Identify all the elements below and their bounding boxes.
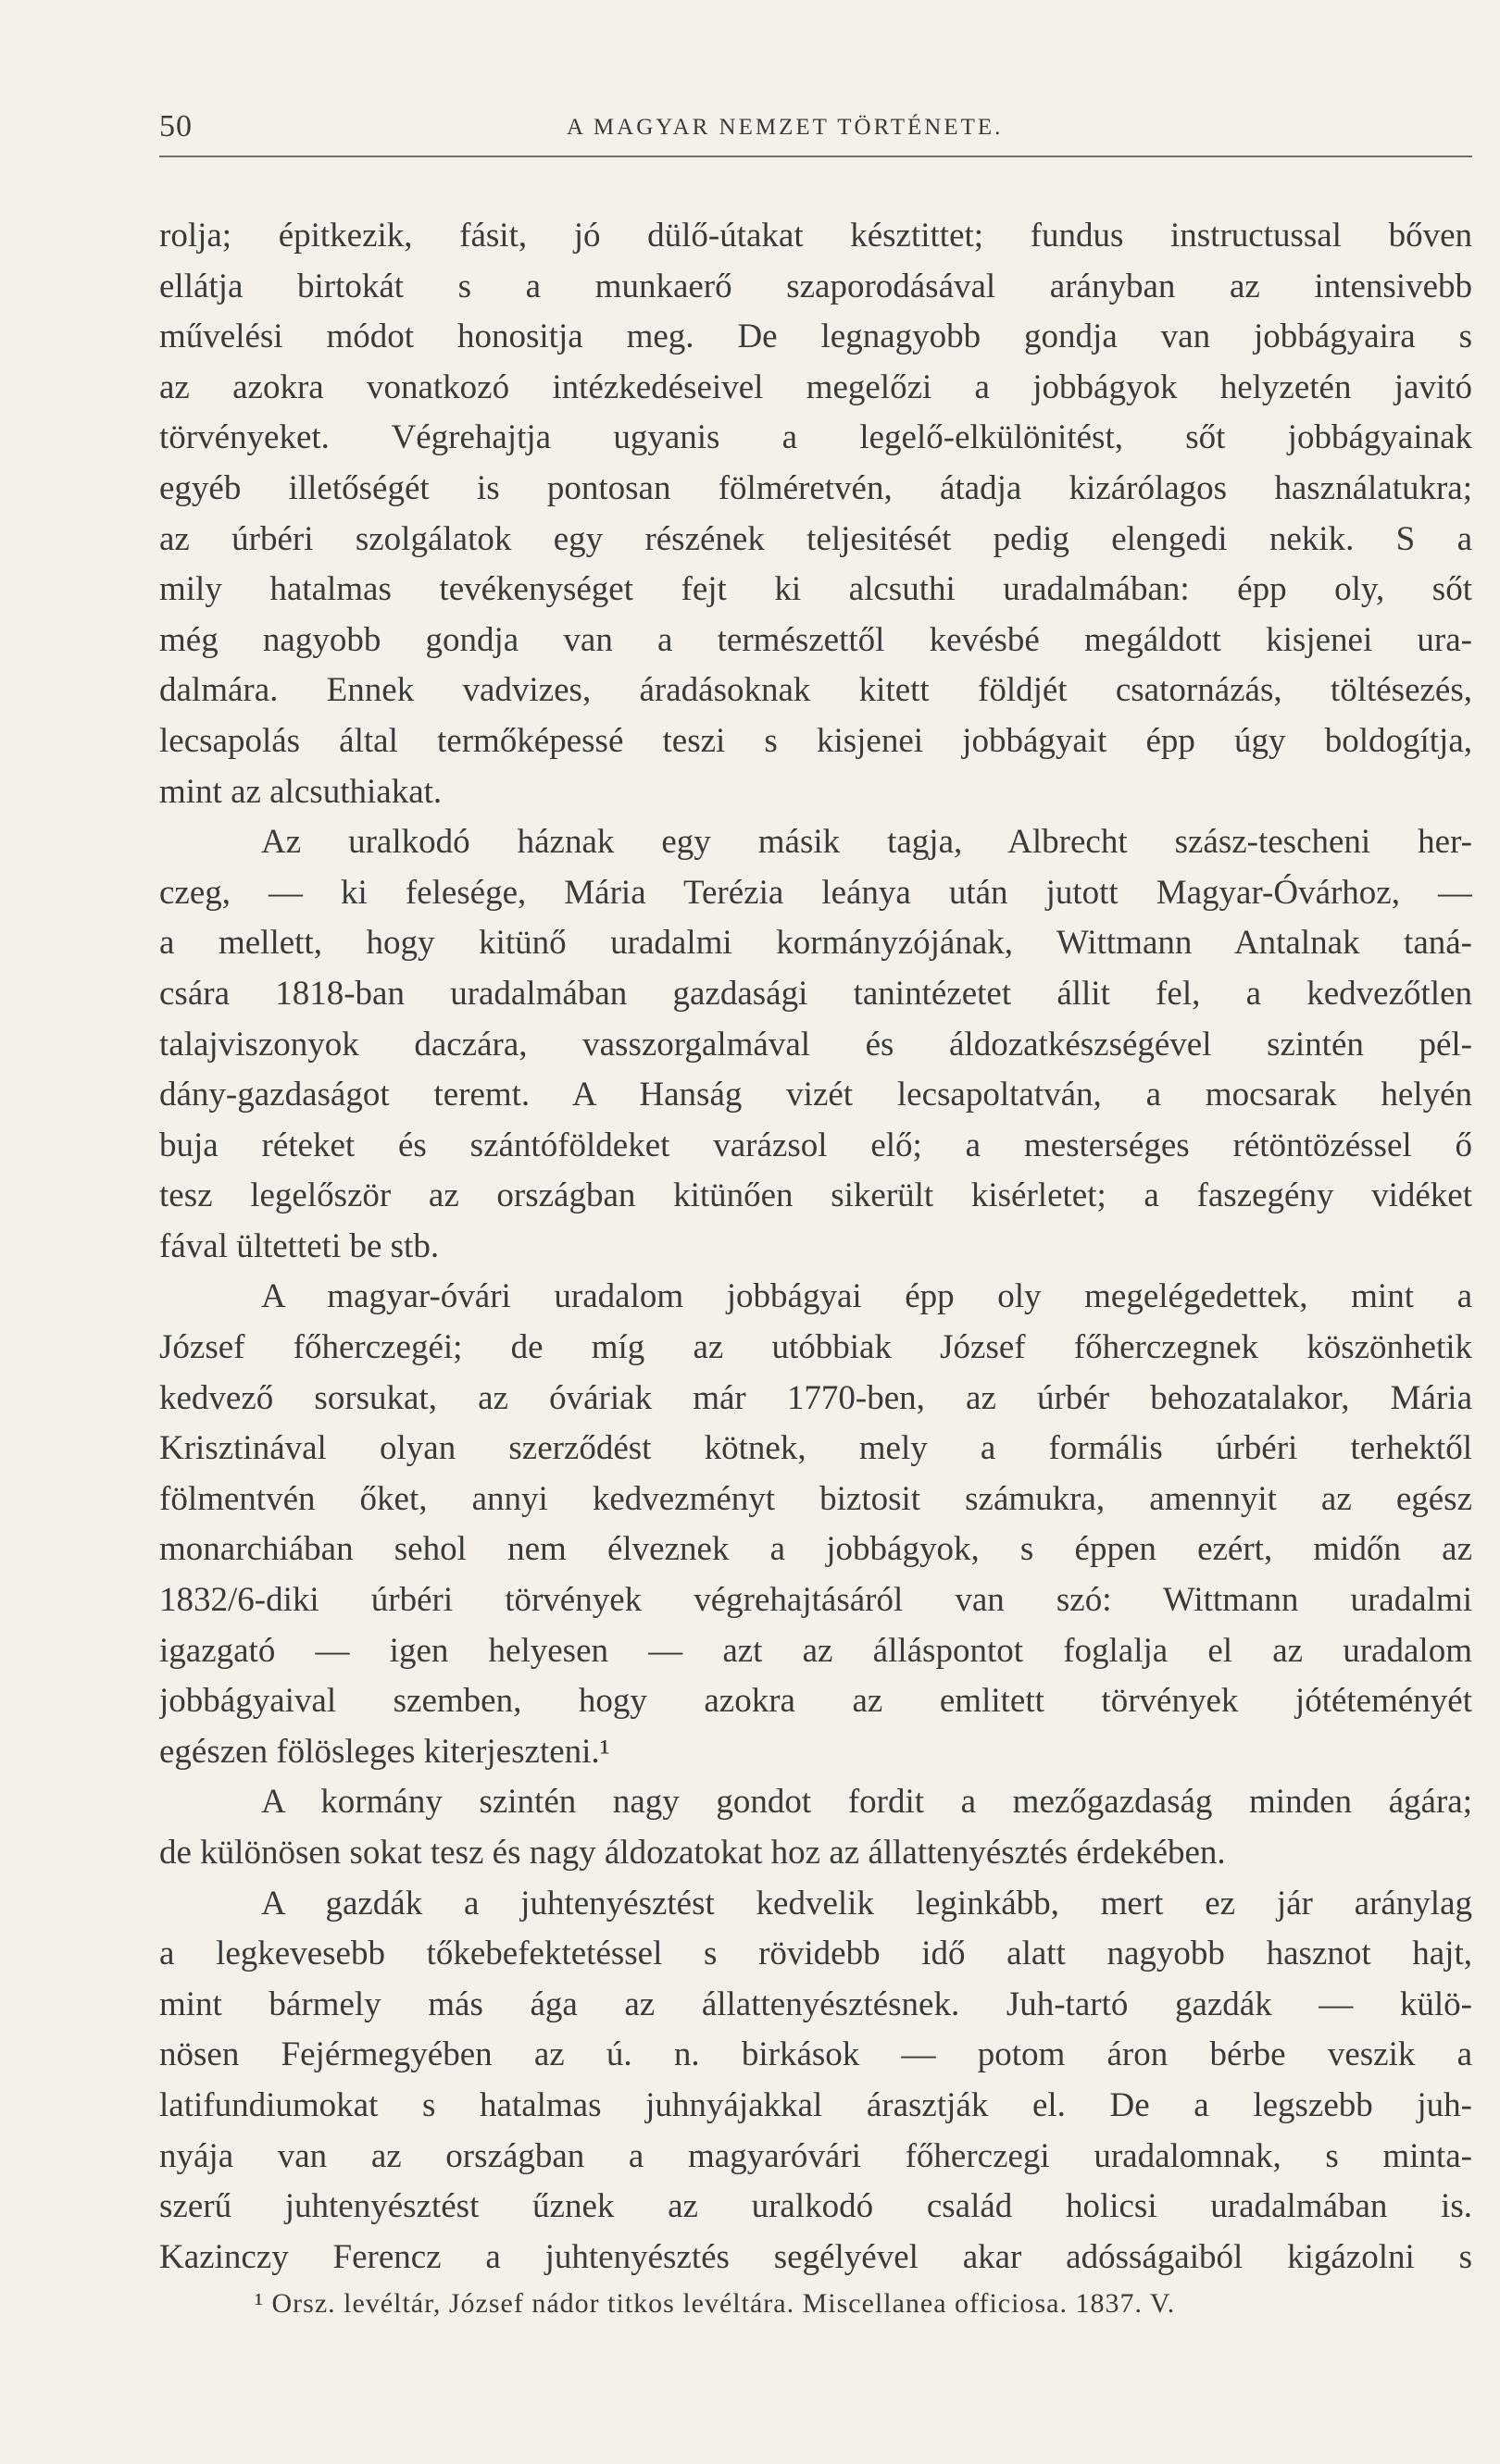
text-line: igazgató — igen helyesen — azt az álláspontot foglalja el az uradalom bbox=[159, 1631, 1472, 1670]
text-line: nyája van az országban a magyaróvári főherczegi uradalomnak, s minta- bbox=[159, 2136, 1472, 2175]
text-line: az azokra vonatkozó intézkedéseivel megelőzi a jobbágyok helyzetén javitó bbox=[159, 367, 1472, 406]
text-line: mily hatalmas tevékenységet fejt ki alcsuthi uradalmában: épp oly, sőt bbox=[159, 570, 1472, 609]
text-line: kedvező sorsukat, az óváriak már 1770-ben, az úrbér behozatalakor, Mária bbox=[159, 1378, 1472, 1417]
page-header bbox=[159, 104, 1472, 157]
text-line: ellátja birtokát s a munkaerő szaporodásával arányban az intensivebb bbox=[159, 267, 1472, 305]
text-line: A gazdák a juhtenyésztést kedvelik leginkább, mert ez jár aránylag bbox=[261, 1884, 1472, 1923]
text-line: fával ültetteti be stb. bbox=[159, 1226, 440, 1265]
text-line: szerű juhtenyésztést űznek az uralkodó család holicsi uradalmában is. bbox=[159, 2187, 1472, 2226]
text-line: a mellett, hogy kitünő uradalmi kormányzójának, Wittmann Antalnak taná- bbox=[159, 924, 1472, 963]
text-line: 1832/6-diki úrbéri törvények végrehajtásáról van szó: Wittmann uradalmi bbox=[159, 1581, 1472, 1620]
text-line: mint bármely más ága az állattenyésztésnek. Juh-tartó gazdák — külö- bbox=[159, 1985, 1472, 2023]
text-line: egyéb illetőségét is pontosan fölméretvén, átadja kizárólagos használatukra; bbox=[159, 468, 1472, 507]
text-line: buja réteket és szántóföldeket varázsol elő; a mesterséges rétöntözéssel ő bbox=[159, 1126, 1472, 1164]
text-line: a legkevesebb tőkebefektetéssel s rövidebb idő alatt nagyobb hasznot hajt, bbox=[159, 1935, 1472, 1973]
text-line: monarchiában sehol nem élveznek a jobbágyok, s éppen ezért, midőn az bbox=[159, 1530, 1472, 1569]
text-line: tesz legelőször az országban kitünően sikerült kisérletet; a faszegény vidéket bbox=[159, 1176, 1472, 1215]
text-line: csára 1818-ban uradalmában gazdasági tanintézetet állit fel, a kedvezőtlen bbox=[159, 974, 1472, 1013]
text-line: Kazinczy Ferencz a juhtenyésztés segélyével akar adósságaiból kigázolni s bbox=[159, 2237, 1472, 2276]
text-line: még nagyobb gondja van a természettől kevésbé megáldott kisjenei ura- bbox=[159, 620, 1472, 659]
page-number: 50 bbox=[159, 109, 193, 143]
running-title: A MAGYAR NEMZET TÖRTÉNETE. bbox=[567, 115, 1004, 140]
text-line: fölmentvén őket, annyi kedvezményt biztosit számukra, amennyit az egész bbox=[159, 1479, 1472, 1518]
body-text bbox=[159, 211, 1472, 2283]
text-line: művelési módot honositja meg. De legnagyobb gondja van jobbágyaira s bbox=[159, 317, 1472, 356]
text-line: dalmára. Ennek vadvizes, áradásoknak kitett földjét csatornázás, töltésezés, bbox=[159, 671, 1472, 710]
text-line: Krisztinával olyan szerződést kötnek, mely a formális úrbéri terhektől bbox=[159, 1429, 1472, 1468]
text-line: latifundiumokat s hatalmas juhnyájakkal árasztják el. De a legszebb juh- bbox=[159, 2085, 1472, 2124]
footnote: ¹ Orsz. levéltár, József nádor titkos levéltára. Miscellanea officiosa. 1837. V. bbox=[255, 2288, 1176, 2319]
text-line: az úrbéri szolgálatok egy részének teljesitését pedig elengedi nekik. S a bbox=[159, 519, 1472, 558]
text-line: jobbágyaival szemben, hogy azokra az emlitett törvények jótéteményét bbox=[159, 1682, 1472, 1721]
text-line: mint az alcsuthiakat. bbox=[159, 772, 443, 811]
text-line: egészen fölösleges kiterjeszteni.¹ bbox=[159, 1732, 610, 1771]
text-line: A magyar-óvári uradalom jobbágyai épp oly megelégedettek, mint a bbox=[261, 1277, 1472, 1316]
text-line: törvényeket. Végrehajtja ugyanis a legelő-elkülönitést, sőt jobbágyainak bbox=[159, 418, 1472, 457]
text-line: talajviszonyok daczára, vasszorgalmával és áldozatkészségével szintén pél- bbox=[159, 1025, 1472, 1064]
text-line: nösen Fejérmegyében az ú. n. birkások — potom áron bérbe veszik a bbox=[159, 2035, 1472, 2074]
text-line: dány-gazdaságot teremt. A Hanság vizét lecsapoltatván, a mocsarak helyén bbox=[159, 1076, 1472, 1114]
text-line: Az uralkodó háznak egy másik tagja, Albrecht szász-tescheni her- bbox=[261, 823, 1472, 862]
text-line: de különösen sokat tesz és nagy áldozatokat hoz az állattenyésztés érdekében. bbox=[159, 1834, 1226, 1872]
text-line: czeg, — ki felesége, Mária Terézia leánya után jutott Magyar-Óvárhoz, — bbox=[159, 873, 1472, 912]
text-line: József főherczegéi; de míg az utóbbiak József főherczegnek köszönhetik bbox=[159, 1328, 1472, 1367]
text-line: lecsapolás által termőképessé teszi s kisjenei jobbágyait épp úgy boldogítja, bbox=[159, 721, 1472, 760]
text-line: rolja; épitkezik, fásit, jó dülő-útakat késztittet; fundus instructussal bőven bbox=[159, 217, 1472, 255]
text-line: A kormány szintén nagy gondot fordit a mezőgazdaság minden ágára; bbox=[261, 1783, 1472, 1822]
